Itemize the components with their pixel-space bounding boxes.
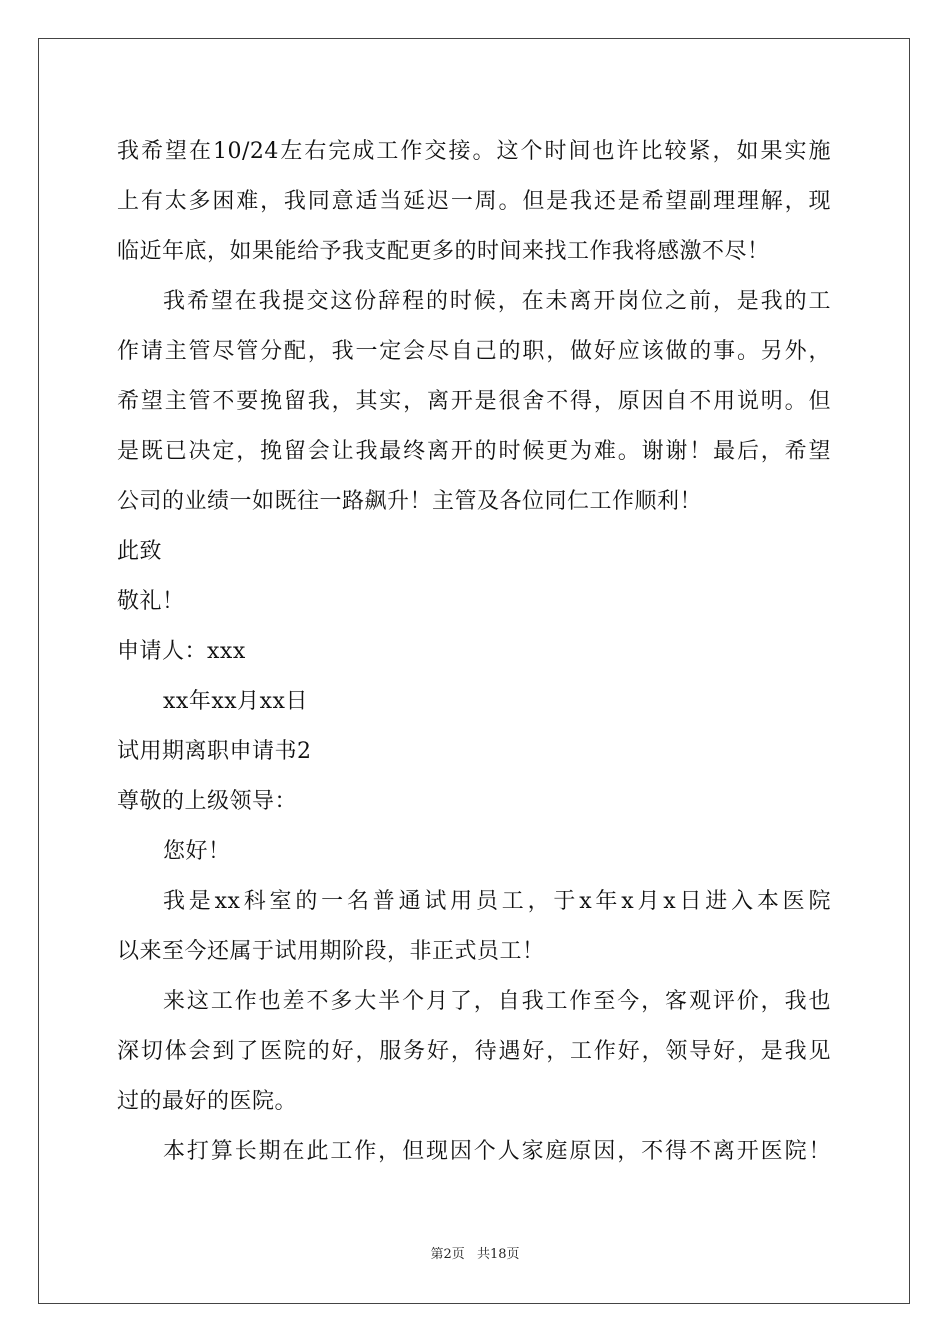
applicant: 申请人：xxx <box>117 639 246 664</box>
paragraph-4-line-3: 过的最好的医院。 <box>117 1089 298 1114</box>
paragraph-1-line-1: 我希望在10/24左右完成工作交接。这个时间也许比较紧，如果实施 <box>117 139 831 164</box>
paragraph-4-line-1: 来这工作也差不多大半个月了，自我工作至今，客观评价，我也 <box>163 989 831 1014</box>
page-footer <box>0 1247 950 1263</box>
paragraph-2-line-3: 希望主管不要挽留我，其实，离开是很舍不得，原因自不用说明。但 <box>117 389 831 414</box>
paragraph-2-line-5: 公司的业绩一如既往一路飙升！主管及各位同仁工作顺利！ <box>117 489 703 514</box>
paragraph-4-line-2: 深切体会到了医院的好，服务好，待遇好，工作好，领导好，是我见 <box>117 1039 831 1064</box>
closing: 此致 <box>117 539 163 564</box>
total-pages: 共18页 <box>476 1247 520 1262</box>
paragraph-2-line-4: 是既已决定，挽留会让我最终离开的时候更为难。谢谢！最后，希望 <box>117 439 831 464</box>
section-title: 试用期离职申请书2 <box>117 739 312 764</box>
date: xx年xx月xx日 <box>163 689 308 714</box>
paragraph-5-line-1: 本打算长期在此工作，但现因个人家庭原因，不得不离开医院！ <box>163 1139 831 1164</box>
paragraph-3-line-1: 我是xx科室的一名普通试用员工，于x年x月x日进入本医院 <box>163 889 831 914</box>
addressee: 尊敬的上级领导： <box>117 789 298 814</box>
paragraph-3-line-2: 以来至今还属于试用期阶段，非正式员工！ <box>117 939 545 964</box>
salute: 敬礼！ <box>117 589 185 614</box>
paragraph-2-line-2: 作请主管尽管分配，我一定会尽自己的职，做好应该做的事。另外， <box>117 339 831 364</box>
paragraph-1-line-3: 临近年底，如果能给予我支配更多的时间来找工作我将感激不尽！ <box>117 239 770 264</box>
paragraph-2-line-1: 我希望在我提交这份辞程的时候，在未离开岗位之前，是我的工 <box>163 289 831 314</box>
paragraph-1-line-2: 上有太多困难，我同意适当延迟一周。但是我还是希望副理理解，现 <box>117 189 831 214</box>
greeting: 您好！ <box>163 839 231 864</box>
page-number: 第2页 <box>430 1247 465 1262</box>
